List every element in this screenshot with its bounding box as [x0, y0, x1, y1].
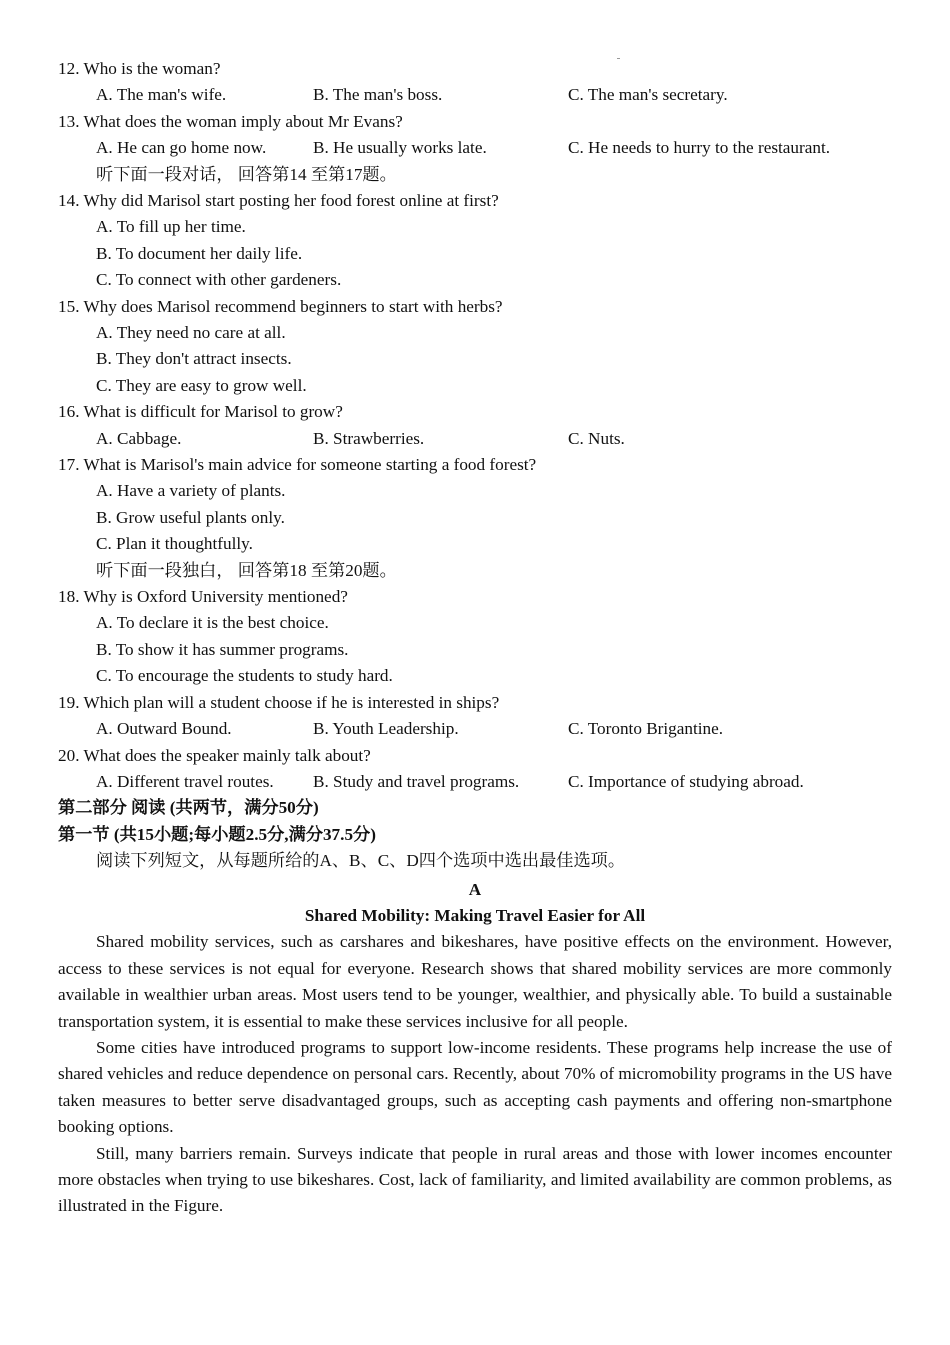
- question-text: 17. What is Marisol's main advice for someone starting a food forest?: [58, 455, 537, 475]
- passage-paragraph: Still, many barriers remain. Surveys indicate that people in rural areas and those with lower incomes encounter more obstacles when trying to use bikeshares. Cost, lack of familiarity, and limited availability are common problems, as illustrated in the Figure.: [58, 1143, 892, 1216]
- answer-option: B. The man's boss.: [313, 85, 443, 105]
- option-row: [58, 716, 892, 742]
- answer-option: A. The man's wife.: [96, 85, 227, 105]
- answer-option: A. Cabbage.: [96, 428, 182, 448]
- answer-option: C. They are easy to grow well.: [96, 375, 307, 395]
- section-instruction: 听下面一段独白， 回答第18 至第20题。: [96, 560, 397, 580]
- question-text: 20. What does the speaker mainly talk about?: [58, 745, 371, 765]
- question-item: [58, 109, 892, 162]
- question-item: [58, 690, 892, 743]
- answer-option: A. Have a variety of plants.: [96, 481, 286, 501]
- answer-option: C. To encourage the students to study hard.: [96, 666, 393, 686]
- section-instruction: 听下面一段对话， 回答第14 至第17题。: [96, 164, 397, 184]
- passage-paragraph: Some cities have introduced programs to support low-income residents. These programs help increase the use of shared vehicles and reduce dependence on personal cars. Recently, about 70% of micromobility programs in the US have taken measures to better serve disadvantaged groups, such as accepting cash payments and offering non-smartphone booking options.: [58, 1037, 892, 1137]
- answer-option: C. Importance of studying abroad.: [568, 771, 804, 791]
- answer-option: B. Strawberries.: [313, 428, 425, 448]
- answer-option: B. He usually works late.: [313, 138, 487, 158]
- answer-option: C. He needs to hurry to the restaurant.: [568, 138, 831, 158]
- answer-option: B. Youth Leadership.: [313, 719, 459, 739]
- answer-option: C. Toronto Brigantine.: [568, 719, 724, 739]
- answer-option: B. They don't attract insects.: [96, 349, 292, 369]
- answer-option: A. Outward Bound.: [96, 719, 232, 739]
- question-text: 13. What does the woman imply about Mr Evans?: [58, 111, 403, 131]
- question-item: [58, 743, 892, 796]
- question-text: 19. Which plan will a student choose if he is interested in ships?: [58, 692, 500, 712]
- section-heading: 第一节 (共15小题;每小题2.5分,满分37.5分): [58, 824, 376, 844]
- answer-option: C. Plan it thoughtfully.: [96, 534, 253, 554]
- part-heading: 第二部分 阅读 (共两节，满分50分): [58, 798, 319, 818]
- option-row: [58, 82, 892, 108]
- passage-paragraph: Shared mobility services, such as carshares and bikeshares, have positive effects on the environment. However, access to these services is not equal for everyone. Research shows that shared mobility services are more commonly available in wealthier urban areas. Most users tend to be younger, wealthier, and physically able. To build a sustainable transportation system, it is essential to make these services inclusive for all people.: [58, 932, 892, 1031]
- option-row: [58, 135, 892, 161]
- listening-section: [58, 56, 892, 795]
- question-text: 14. Why did Marisol start posting her food forest online at first?: [58, 191, 499, 210]
- question-item: [58, 56, 892, 109]
- question-item: [58, 452, 892, 558]
- answer-option: A. They need no care at all.: [96, 323, 286, 343]
- answer-option: A. To fill up her time.: [96, 217, 246, 237]
- answer-option: C. Nuts.: [568, 428, 625, 448]
- question-text: 12. Who is the woman?: [58, 59, 221, 78]
- answer-option: A. To declare it is the best choice.: [96, 613, 329, 633]
- answer-option: B. Grow useful plants only.: [96, 507, 285, 527]
- question-text: 15. Why does Marisol recommend beginners to start with herbs?: [58, 296, 503, 316]
- question-text: 18. Why is Oxford University mentioned?: [58, 587, 348, 607]
- option-row: [58, 769, 892, 795]
- question-text: 16. What is difficult for Marisol to grow?: [58, 402, 343, 422]
- passage-title: Shared Mobility: Making Travel Easier for All: [304, 905, 646, 925]
- passage-label: A: [468, 879, 482, 899]
- answer-option: B. To show it has summer programs.: [96, 639, 349, 659]
- reading-instructions: 阅读下列短文，从每题所给的A、B、C、D四个选项中选出最佳选项。: [96, 851, 626, 871]
- answer-option: C. To connect with other gardeners.: [96, 270, 342, 290]
- option-row: [58, 426, 892, 452]
- question-item: [58, 584, 892, 690]
- answer-option: A. Different travel routes.: [96, 771, 274, 791]
- question-item: [58, 294, 892, 400]
- answer-option: B. Study and travel programs.: [313, 771, 520, 791]
- answer-option: A. He can go home now.: [96, 138, 267, 158]
- question-item: [58, 399, 892, 452]
- exam-page: [58, 56, 892, 1220]
- question-item: [58, 188, 892, 294]
- answer-option: B. To document her daily life.: [96, 243, 303, 263]
- answer-option: C. The man's secretary.: [568, 85, 728, 105]
